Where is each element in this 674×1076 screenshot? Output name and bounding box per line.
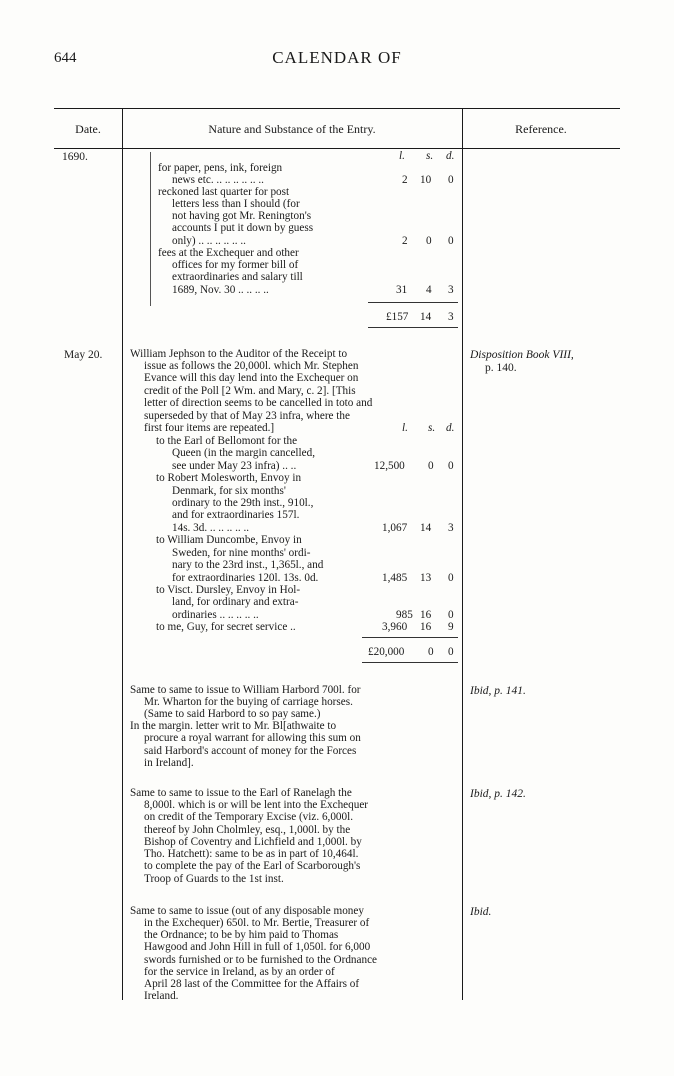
entry-line: nary to the 23rd inst., 1,365l., and (172, 559, 324, 571)
amount-d: 3 (448, 522, 454, 534)
entry-line: to Robert Molesworth, Envoy in (156, 472, 302, 484)
entry-line: fees at the Exchequer and other (158, 247, 299, 259)
amount-l: 2 (402, 235, 408, 247)
entry-line: Troop of Guards to the 1st inst. (144, 873, 284, 885)
entry-line: for paper, pens, ink, foreign (158, 162, 283, 174)
entry-line: the Ordnance; to be by him paid to Thomas (144, 929, 339, 941)
table-header-rule (54, 148, 620, 149)
amount-head-s: s. (426, 150, 434, 162)
entry-line: superseded by that of May 23 infra, where the (144, 410, 350, 422)
amount-head-d: d. (446, 422, 455, 434)
amount-s: 10 (420, 174, 432, 186)
amount-head-s: s. (428, 422, 436, 434)
entry-reference: Disposition Book VIII, (470, 349, 574, 361)
entry-line: to the Earl of Bellomont for the (156, 435, 298, 447)
column-header-reference: Reference. (515, 122, 567, 136)
amount-l: 1,067 (382, 522, 408, 534)
total-s: 0 (428, 646, 434, 658)
entry-line: to William Duncombe, Envoy in (156, 534, 302, 546)
total-rule (368, 302, 458, 303)
entry-reference: Ibid. (470, 906, 492, 918)
amount-l: 1,485 (382, 572, 408, 584)
entry-line: swords furnished or to be furnished to the Ordnance (144, 954, 378, 966)
amount-d: 3 (448, 284, 454, 296)
total-rule (362, 662, 458, 663)
entry-line: 8,000l. which is or will be lent into the Exchequer (144, 799, 369, 811)
entry-reference: Ibid, p. 142. (470, 788, 526, 800)
column-header-nature: Nature and Substance of the Entry. (208, 122, 376, 136)
entry-line: Hawgood and John Hill in full of 1,050l. for 6,000 (144, 941, 371, 953)
column-divider-left (122, 108, 123, 1000)
amount-l: 12,500 (374, 460, 405, 472)
entry-reference-page: p. 140. (485, 362, 517, 374)
entry-line: for extraordinaries 120l. 13s. 0d. (172, 572, 319, 584)
entry-line: for the service in Ireland, as by an order of (144, 966, 335, 978)
entry-line: credit of the Poll [2 Wm. and Mary, c. 2]. [This (144, 385, 356, 397)
amount-d: 0 (448, 235, 454, 247)
entry-line: 14s. 3d. .. .. .. .. .. (172, 522, 250, 534)
entry-line: Tho. Hatchett): same to be as in part of 10,464l. (144, 848, 359, 860)
entry-line: and for extraordinaries 157l. (172, 509, 300, 521)
amount-s: 16 (420, 621, 432, 633)
entry-line: land, for ordinary and extra- (172, 596, 299, 608)
entry-line: Bishop of Coventry and Lichfield and 1,000l. by (144, 836, 362, 848)
entry-line: In the margin. letter writ to Mr. Bl[athwaite to (130, 720, 337, 732)
entry-line: in Ireland]. (144, 757, 194, 769)
entry-reference: Ibid, p. 141. (470, 685, 526, 697)
amount-d: 0 (448, 460, 454, 472)
amount-head-d: d. (446, 150, 455, 162)
total-rule (368, 327, 458, 328)
entry-line: Same to same to issue to the Earl of Ranelagh the (130, 787, 352, 799)
entry-line: Sweden, for nine months' ordi- (172, 547, 311, 559)
entry-line: 1689, Nov. 30 .. .. .. .. (172, 284, 269, 296)
entry-line: procure a royal warrant for allowing this sum on (144, 732, 361, 744)
entry-line: Same to same to issue (out of any disposable money (130, 905, 364, 917)
amount-l: 985 (396, 609, 413, 621)
column-header-date: Date. (75, 122, 101, 136)
amount-d: 0 (448, 174, 454, 186)
amount-l: 31 (396, 284, 408, 296)
page-number: 644 (54, 50, 77, 66)
entry-line: thereof by John Cholmley, esq., 1,000l. by the (144, 824, 351, 836)
total-l: £157 (386, 311, 409, 323)
amount-s: 4 (426, 284, 432, 296)
entry-line: Same to same to issue to William Harbord 700l. for (130, 684, 361, 696)
account-bracket-rule (150, 152, 151, 306)
amount-s: 0 (426, 235, 432, 247)
entry-line: ordinary to the 29th inst., 910l., (172, 497, 314, 509)
table-top-rule (54, 108, 620, 109)
entry-line: to Visct. Dursley, Envoy in Hol- (156, 584, 301, 596)
entry-line: (Same to said Harbord to so pay same.) (144, 708, 321, 720)
entry-line: letter of direction seems to be cancelled in toto and (144, 397, 373, 409)
page-title: CALENDAR OF (272, 48, 402, 67)
entry-date: May 20. (64, 349, 103, 361)
total-d: 3 (448, 311, 454, 323)
entry-line: April 28 last of the Committee for the Affairs of (144, 978, 360, 990)
total-s: 14 (420, 311, 432, 323)
amount-d: 0 (448, 572, 454, 584)
entry-line: in the Exchequer) 650l. to Mr. Bertie, Treasurer of (144, 917, 370, 929)
amount-s: 16 (420, 609, 432, 621)
entry-line: to me, Guy, for secret service .. (156, 621, 296, 633)
entry-line: offices for my former bill of (172, 259, 299, 271)
entry-line: extraordinaries and salary till (172, 271, 303, 283)
entry-line: ordinaries .. .. .. .. .. (172, 609, 259, 621)
total-l: £20,000 (368, 646, 405, 658)
entry-line: reckoned last quarter for post (158, 186, 290, 198)
amount-s: 13 (420, 572, 432, 584)
amount-l: 2 (402, 174, 408, 186)
amount-d: 0 (448, 609, 454, 621)
entry-line: Queen (in the margin cancelled, (172, 447, 315, 459)
column-divider-right (462, 108, 463, 1000)
total-d: 0 (448, 646, 454, 658)
entry-line: accounts I put it down by guess (172, 222, 314, 234)
entry-line: Ireland. (144, 990, 179, 1002)
amount-head-l: l. (402, 422, 408, 434)
entry-line: Denmark, for six months' (172, 485, 286, 497)
amount-s: 0 (428, 460, 434, 472)
amount-l: 3,960 (382, 621, 408, 633)
entry-line: see under May 23 infra) .. .. (172, 460, 297, 472)
amount-s: 14 (420, 522, 432, 534)
entry-date: 1690. (62, 151, 88, 163)
entry-line: on credit of the Temporary Excise (viz. 6,000l. (144, 811, 354, 823)
entry-line: to complete the pay of the Earl of Scarborough's (144, 860, 361, 872)
entry-line: only) .. .. .. .. .. .. (172, 235, 246, 247)
entry-line: said Harbord's account of money for the Forces (144, 745, 357, 757)
amount-d: 9 (448, 621, 454, 633)
total-rule (362, 637, 458, 638)
entry-line: first four items are repeated.] (144, 422, 275, 434)
entry-line: Evance will this day lend into the Exchequer on (144, 372, 359, 384)
entry-line: not having got Mr. Renington's (172, 210, 312, 222)
entry-line: issue as follows the 20,000l. which Mr. Stephen (144, 360, 359, 372)
entry-line: news etc. .. .. .. .. .. .. (172, 174, 264, 186)
amount-head-l: l. (399, 150, 405, 162)
entry-line: William Jephson to the Auditor of the Receipt to (130, 348, 348, 360)
entry-line: Mr. Wharton for the buying of carriage horses. (144, 696, 353, 708)
entry-line: letters less than I should (for (172, 198, 300, 210)
